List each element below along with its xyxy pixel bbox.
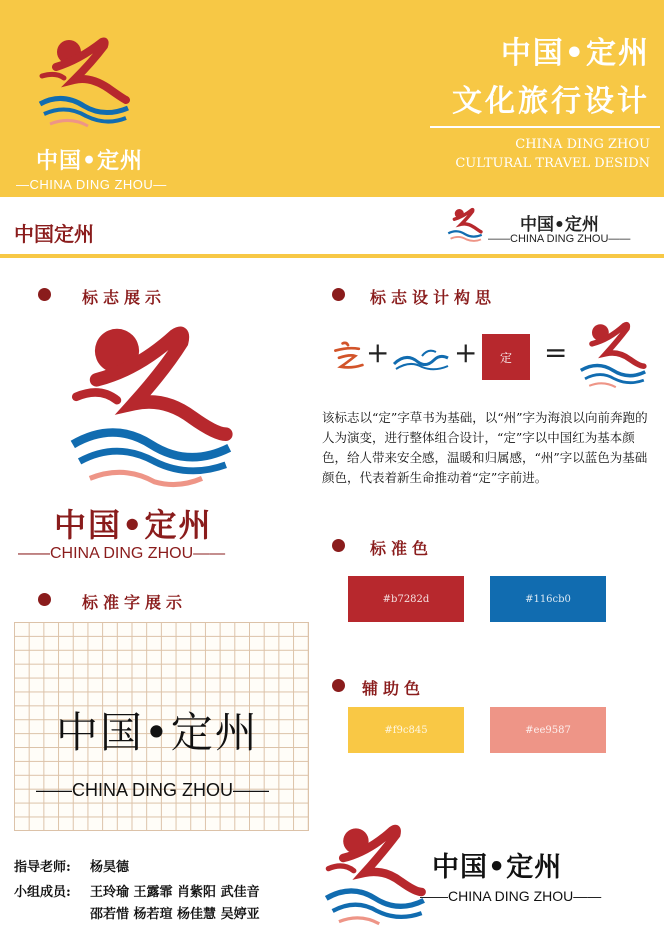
color-swatch-red bbox=[348, 576, 464, 622]
color-swatch-blue bbox=[490, 576, 606, 622]
footer-logo-cn: 中国•定州 bbox=[432, 852, 563, 883]
header-subtitle-line2: CULTURAL TRAVEL DESIDN bbox=[455, 156, 650, 171]
section-bullet bbox=[332, 539, 345, 552]
section-bullet bbox=[332, 288, 345, 301]
members-line2: 邵若惜 杨若瑄 杨佳慧 吴婷亚 bbox=[90, 907, 260, 922]
logo-display-en: ——CHINA DING ZHOU—— bbox=[18, 545, 226, 562]
swatch-label: #f9c845 bbox=[384, 724, 428, 736]
wave-icon bbox=[392, 342, 452, 372]
logo-display-cn: 中国•定州 bbox=[54, 506, 213, 544]
section-bullet bbox=[332, 679, 345, 692]
header-title-line1: 中国•定州 bbox=[500, 36, 650, 71]
header-divider bbox=[430, 126, 660, 128]
section-title-logo-display: 标志展示 bbox=[82, 288, 167, 307]
header-title-line2: 文化旅行设计 bbox=[452, 84, 650, 119]
footer-logo-en: ——CHINA DING ZHOU—— bbox=[420, 888, 602, 904]
color-swatch-yellow bbox=[348, 707, 464, 753]
header-logo-icon bbox=[34, 32, 134, 132]
plus-sign: + bbox=[454, 336, 478, 369]
members-line1: 王玲瑜 王露霏 肖紫阳 武佳音 bbox=[90, 885, 260, 900]
strip-label: 中国定州 bbox=[14, 222, 94, 246]
plus-sign: + bbox=[366, 336, 390, 369]
footer-logo-icon bbox=[322, 822, 428, 928]
standard-font-en: ——CHINA DING ZHOU—— bbox=[36, 780, 270, 800]
color-swatch-pink bbox=[490, 707, 606, 753]
swatch-label: #116cb0 bbox=[525, 593, 571, 605]
section-title-concept: 标志设计构思 bbox=[370, 288, 497, 307]
red-stamp bbox=[482, 334, 530, 380]
header-subtitle-line1: CHINA DING ZHOU bbox=[515, 137, 650, 152]
main-logo-icon bbox=[66, 322, 236, 492]
members-label: 小组成员: bbox=[14, 885, 71, 900]
advisor-name: 杨昊德 bbox=[90, 860, 130, 875]
concept-description: 该标志以“定”字草书为基础，以“州”字为海浪以向前奔跑的人为演变，进行整体组合设计，“定”字以中国红为基本颜色，给人带来安全感，温暖和归属感，“州”字以蓝色为基础颜色，代表着新生命推动着“定”字前进。 bbox=[322, 410, 648, 485]
concept-glyph-icon bbox=[330, 338, 366, 374]
section-title-standard-font: 标准字展示 bbox=[82, 593, 188, 612]
stamp-char: 定 bbox=[499, 350, 512, 365]
swatch-label: #ee9587 bbox=[525, 724, 571, 736]
section-bullet bbox=[38, 593, 51, 606]
section-title-auxiliary-colors: 辅助色 bbox=[362, 679, 426, 698]
section-title-standard-colors: 标准色 bbox=[370, 539, 434, 558]
advisor-label: 指导老师: bbox=[14, 860, 71, 875]
header-logo-en: —CHINA DING ZHOU— bbox=[16, 177, 167, 192]
header-logo-cn: 中国•定州 bbox=[36, 148, 144, 174]
section-bullet bbox=[38, 288, 51, 301]
swatch-label: #b7282d bbox=[382, 593, 430, 605]
standard-font-cn: 中国•定州 bbox=[56, 708, 259, 757]
result-logo-icon bbox=[578, 320, 648, 390]
equals-sign: = bbox=[544, 336, 568, 369]
strip-logo-cn: 中国•定州 bbox=[520, 215, 599, 235]
strip-logo-en: ——CHINA DING ZHOU—— bbox=[488, 233, 631, 245]
strip-logo-icon bbox=[446, 206, 484, 244]
